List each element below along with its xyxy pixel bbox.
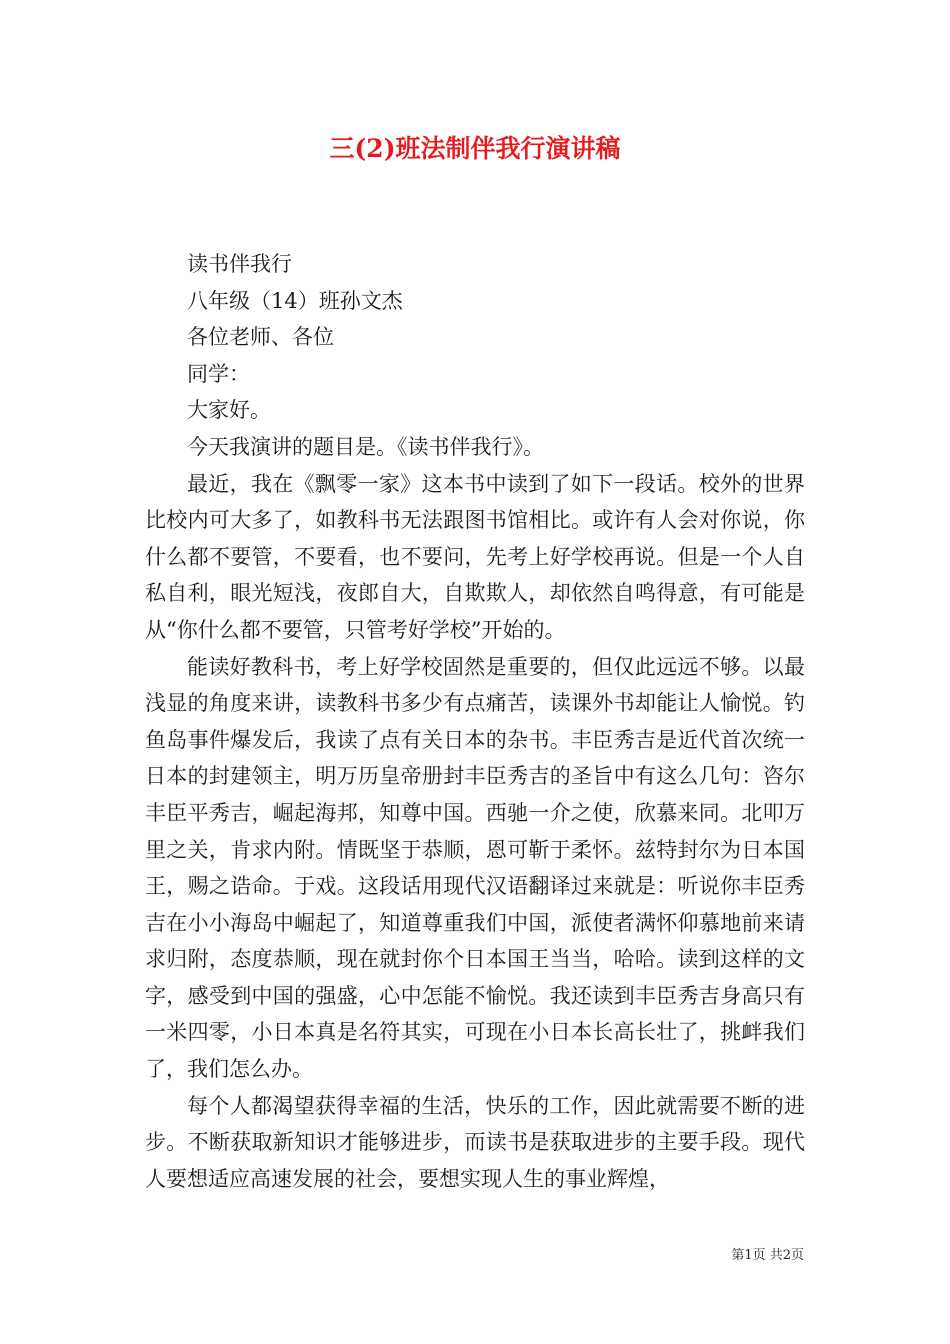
page-number-footer: 第1页 共2页 <box>731 1248 804 1263</box>
paragraph-3: 每个人都渴望获得幸福的生活，快乐的工作，因此就需要不断的进步。不断获取新知识才能够进步，而读书是获取进步的主要手段。现代人要想适应高速发展的社会，要想实现人生的事业辉煌， <box>145 1093 805 1191</box>
speech-topic-line: 读书伴我行 <box>187 252 292 276</box>
paragraph-2: 能读好教科书，考上好学校固然是重要的，但仅此远远不够。以最浅显的角度来讲，读教科书多少有点痛苦，读课外书却能让人愉悦。钓鱼岛事件爆发后，我读了点有关日本的杂书。丰臣秀吉是近代首次统一日本的封建领主，明万历皇帝册封丰臣秀吉的圣旨中有这么几句：咨尔丰臣平秀吉，崛起海邦，知尊中国。西驰一介之使，欣慕来同。北叩万里之关，肯求内附。情既坚于恭顺，恩可靳于柔怀。兹特封尔为日本国王，赐之诰命。于戏。这段话用现代汉语翻译过来就是：听说你丰臣秀吉在小小海岛中崛起了，知道尊重我们中国，派使者满怀仰慕地前来请求归附，态度恭顺，现在就封你个日本国王当当，哈哈。读到这样的文字，感受到中国的强盛，心中怎能不愉悦。我还读到丰臣秀吉身高只有一米四零，小日本真是名符其实，可现在小日本长高长壮了，挑衅我们了，我们怎么办。 <box>145 654 805 1082</box>
greeting-line-2: 同学： <box>187 361 250 386</box>
topic-intro-line: 今天我演讲的题目是。《读书伴我行》。 <box>187 434 544 459</box>
greeting-line-1: 各位老师、各位 <box>187 325 334 350</box>
document-body <box>145 246 805 1197</box>
document-title: 三(2)班法制伴我行演讲稿 <box>329 134 621 163</box>
hello-line: 大家好。 <box>187 398 271 423</box>
speaker-line: 八年级（14）班孙文杰 <box>187 288 403 313</box>
paragraph-1: 最近，我在《飘零一家》这本书中读到了如下一段话。校外的世界比校内可大多了，如教科书无法跟图书馆相比。或许有人会对你说，你什么都不要管，不要看，也不要问，先考上好学校再说。但是一个人自私自利，眼光短浅，夜郎自大，自欺欺人，却依然自鸣得意，有可能是从“你什么都不要管，只管考好学校”开始的。 <box>145 471 805 642</box>
